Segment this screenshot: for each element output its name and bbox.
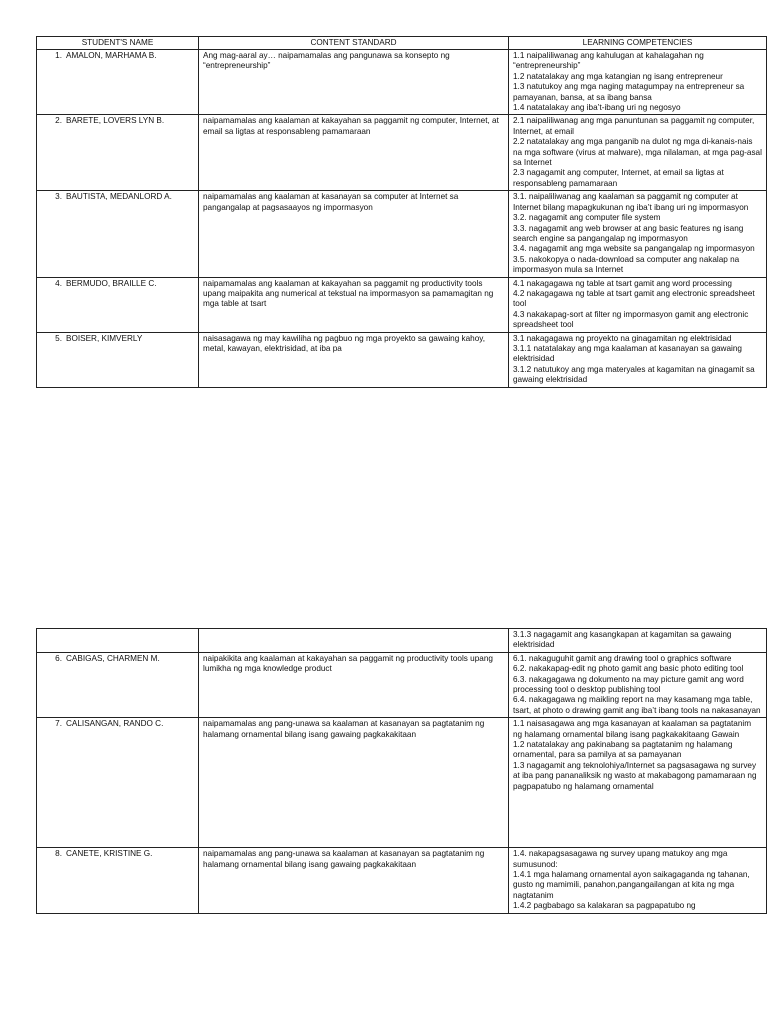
student-name: BOISER, KIMVERLY <box>66 333 143 343</box>
content-standard-cell: naipamamalas ang kaalaman at kakayahan sa paggamit ng computer, Internet, at email sa ligtas at responsableng pamamaraan <box>199 115 509 191</box>
competency-item: 6.2. nakakapag-edit ng photo gamit ang basic photo editing tool <box>513 664 744 674</box>
competency-item: 6.4. nakagagawa ng maikling report na may kasamang mga table, tsart, at photo o drawing gamit ang iba’t ibang tools na nakasanayan <box>513 695 761 715</box>
student-name-cell <box>37 629 199 653</box>
row-number: 4. <box>55 278 62 288</box>
competency-item: 1.4. nakapagsasagawa ng survey upang matukoy ang mga sumusunod: <box>513 849 728 869</box>
competency-item: 4.1 nakagagawa ng table at tsart gamit ang word processing <box>513 278 732 288</box>
student-name: CABIGAS, CHARMEN M. <box>66 653 160 663</box>
content-standard-cell <box>199 629 509 653</box>
competency-item: 3.1. naipaliliwanag ang kaalaman sa paggamit ng computer at Internet bilang mapagkukunan ng iba’t ibang uri ng impormasyon <box>513 192 749 212</box>
learning-competencies-cell <box>509 115 767 191</box>
student-name-cell <box>37 332 199 387</box>
header-student-name: STUDENT'S NAME <box>37 37 199 50</box>
learning-competencies-cell <box>509 652 767 717</box>
competency-item: 2.1 naipaliliwanag ang mga panuntunan sa paggamit ng computer, Internet, at email <box>513 116 755 136</box>
header-learning-competencies: LEARNING COMPETENCIES <box>509 37 767 50</box>
row-number: 5. <box>55 333 62 343</box>
table-row <box>37 115 767 191</box>
competency-item: 1.1 naipaliliwanag ang kahulugan at kahalagahan ng “entrepreneurship” <box>513 51 704 71</box>
content-standard-cell: naipamamalas ang kaalaman at kasanayan sa computer at Internet sa pangangalap at pagsasaayos ng impormasyon <box>199 191 509 277</box>
learning-competencies-cell <box>509 848 767 913</box>
competency-table-page-1 <box>36 36 767 388</box>
competency-item: 3.1.3 nagagamit ang kasangkapan at kagamitan sa gawaing elektrisidad <box>513 630 732 650</box>
table-row <box>37 277 767 332</box>
competency-item: 1.4 natatalakay ang iba’t-ibang uri ng negosyo <box>513 103 681 113</box>
student-name-cell <box>37 848 199 913</box>
student-name: BARETE, LOVERS LYN B. <box>66 116 165 126</box>
content-standard-cell: naipamamalas ang pang-unawa sa kaalaman at kasanayan sa pagtatanim ng halamang ornamental bilang isang gawaing pagkakakitaan <box>199 718 509 848</box>
competency-item: 3.2. nagagamit ang computer file system <box>513 213 661 223</box>
student-name-cell <box>37 191 199 277</box>
row-number: 1. <box>55 51 62 60</box>
learning-competencies-cell <box>509 718 767 848</box>
learning-competencies-cell <box>509 332 767 387</box>
content-standard-cell: Ang mag-aaral ay… naipamamalas ang pangunawa sa konsepto ng “entrepreneurship” <box>199 50 509 115</box>
student-name-cell <box>37 50 199 115</box>
content-standard-cell: naisasagawa ng may kawiliha ng pagbuo ng mga proyekto sa gawaing kahoy, metal, kawayan, elektrisidad, at iba pa <box>199 332 509 387</box>
competency-item: 4.3 nakakapag-sort at filter ng impormasyon gamit ang electronic spreadsheet tool <box>513 309 749 330</box>
row-number: 2. <box>55 116 62 126</box>
competency-item: 3.1.1 natatalakay ang mga kaalaman at kasanayan sa gawaing elektrisidad <box>513 343 742 364</box>
row-number: 3. <box>55 192 62 202</box>
competency-item: 1.4.1 mga halamang ornamental ayon saikagaganda ng tahanan, gusto ng mamimili, panahon,pangangailangan at kita ng mga nagtatanim <box>513 870 750 900</box>
competency-item: 1.3 natutukoy ang mga naging matagumpay na entrepreneur sa pamayanan, bansa, at sa ibang bansa <box>513 82 745 102</box>
student-name-cell <box>37 718 199 848</box>
competency-item: 4.2 nakagagawa ng table at tsart gamit ang electronic spreadsheet tool <box>513 288 755 309</box>
learning-competencies-cell <box>509 629 767 653</box>
competency-item: 1.4.2 pagbabago sa kalakaran sa pagpapatubo ng <box>513 901 696 911</box>
content-standard-cell: naipamamalas ang pang-unawa sa kaalaman at kasanayan sa pagtatanim ng halamang ornamental bilang isang gawaing pagkakakitaan <box>199 848 509 913</box>
table-row <box>37 652 767 717</box>
header-row <box>37 37 767 50</box>
competency-item: 6.1. nakaguguhit gamit ang drawing tool o graphics software <box>513 653 732 663</box>
learning-competencies-cell <box>509 50 767 115</box>
student-name: BAUTISTA, MEDANLORD A. <box>66 192 172 202</box>
header-content-standard: CONTENT STANDARD <box>199 37 509 50</box>
competency-item: 3.1 nakagagawa ng proyekto na ginagamitan ng elektrisidad <box>513 333 732 343</box>
table-row <box>37 332 767 387</box>
content-standard-cell: naipamamalas ang kaalaman at kakayahan sa paggamit ng productivity tools upang maipakita ang numerical at tekstual na impormasyon sa pamamagitan ng mga table at tsart <box>199 277 509 332</box>
student-name: CALISANGAN, RANDO C. <box>66 719 164 729</box>
row-number: 7. <box>55 719 62 729</box>
student-name: BERMUDO, BRAILLE C. <box>66 278 157 288</box>
competency-item: 2.3 nagagamit ang computer, Internet, at email sa ligtas at responsableng pamamaraan <box>513 168 724 188</box>
table-row <box>37 718 767 848</box>
competency-table-page-2 <box>36 628 767 914</box>
row-number: 6. <box>55 653 62 663</box>
competency-item: 2.2 natatalakay ang mga panganib na dulot ng mga di-kanais-nais na mga software (virus at malware), mga nilalaman, at mga pag-asal sa Internet <box>513 137 762 168</box>
content-standard-cell: naipakikita ang kaalaman at kakayahan sa paggamit ng productivity tools upang lumikha ng mga knowledge product <box>199 652 509 717</box>
table-row <box>37 848 767 913</box>
student-name-cell <box>37 652 199 717</box>
row-number: 8. <box>55 849 62 859</box>
competency-item: 1.3 nagagamit ang teknolohiya/Internet sa pagsasagawa ng survey at iba pang pananaliksik ng wasto at makabagong pamamaraan ng pagpapatubo ng halamang ornamental <box>513 760 757 791</box>
competency-item: 1.2 natatalakay ang pakinabang sa pagtatanim ng halamang ornamental, para sa pamilya at sa pamayanan <box>513 740 733 760</box>
competency-item: 1.2 natatalakay ang mga katangian ng isang entrepreneur <box>513 71 723 81</box>
student-name: AMALON, MARHAMA B. <box>66 51 157 60</box>
table-row <box>37 629 767 653</box>
competency-item: 3.3. nagagamit ang web browser at ang basic features ng isang search engine sa pangangalap ng impormasyon <box>513 223 744 243</box>
learning-competencies-cell <box>509 191 767 277</box>
table-row <box>37 50 767 115</box>
student-name-cell <box>37 277 199 332</box>
student-name: CANETE, KRISTINE G. <box>66 849 153 859</box>
learning-competencies-cell <box>509 277 767 332</box>
competency-item: 1.1 naisasagawa ang mga kasanayan at kaalaman sa pagtatanim ng halamang ornamental bilang isang pagkakakitaang Gawain <box>513 719 752 739</box>
competency-item: 3.5. nakokopya o nada-download sa computer ang nakalap na impormasyon mula sa Internet <box>513 254 740 275</box>
competency-item: 6.3. nakagagawa ng dokumento na may picture gamit ang word processing tool o desktop publishing tool <box>513 674 744 695</box>
table-row <box>37 191 767 277</box>
competency-item: 3.1.2 natutukoy ang mga materyales at kagamitan na ginagamit sa gawaing elektrisidad <box>513 364 755 385</box>
competency-item: 3.4. nagagamit ang mga website sa pangangalap ng impormasyon <box>513 244 755 254</box>
student-name-cell <box>37 115 199 191</box>
